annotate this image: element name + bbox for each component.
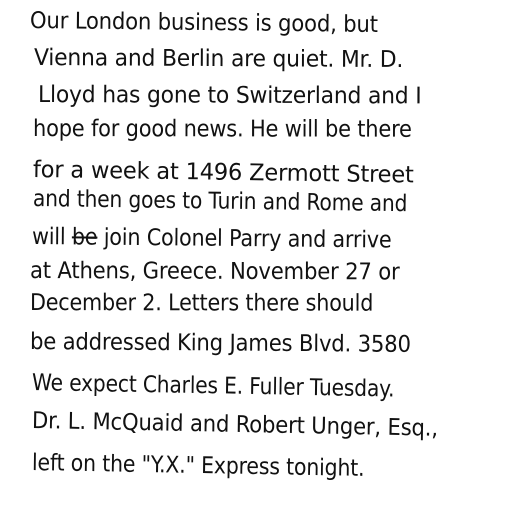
note-line-12: Dr. L. McQuaid and Robert Unger, Esq., — [31, 408, 439, 442]
note-line-3: Lloyd has gone to Switzerland and I — [37, 82, 422, 110]
note-line-2: Vienna and Berlin are quiet. Mr. D. — [33, 45, 404, 74]
note-line-10: be addressed King James Blvd. 3580 — [29, 329, 411, 358]
note-line-7-after: join Colonel Parry and arrive — [97, 224, 392, 254]
note-line-7-before: will — [31, 224, 72, 251]
note-line-13: left on the "Y.X." Express tonight. — [31, 450, 365, 482]
note-line-9: December 2. Letters there should — [29, 290, 374, 317]
note-line-11: We expect Charles E. Fuller Tuesday. — [31, 370, 395, 403]
note-line-8: at Athens, Greece. November 27 or — [29, 258, 400, 286]
struck-out-word: be — [71, 224, 98, 251]
note-line-5: for a week at 1496 Zermott Street — [32, 157, 414, 189]
note-line-1: Our London business is good, but — [29, 8, 378, 38]
note-line-4: hope for good news. He will be there — [32, 116, 412, 143]
note-line-6: and then goes to Turin and Rome and — [32, 186, 408, 218]
note-line-7 — [32, 226, 392, 252]
